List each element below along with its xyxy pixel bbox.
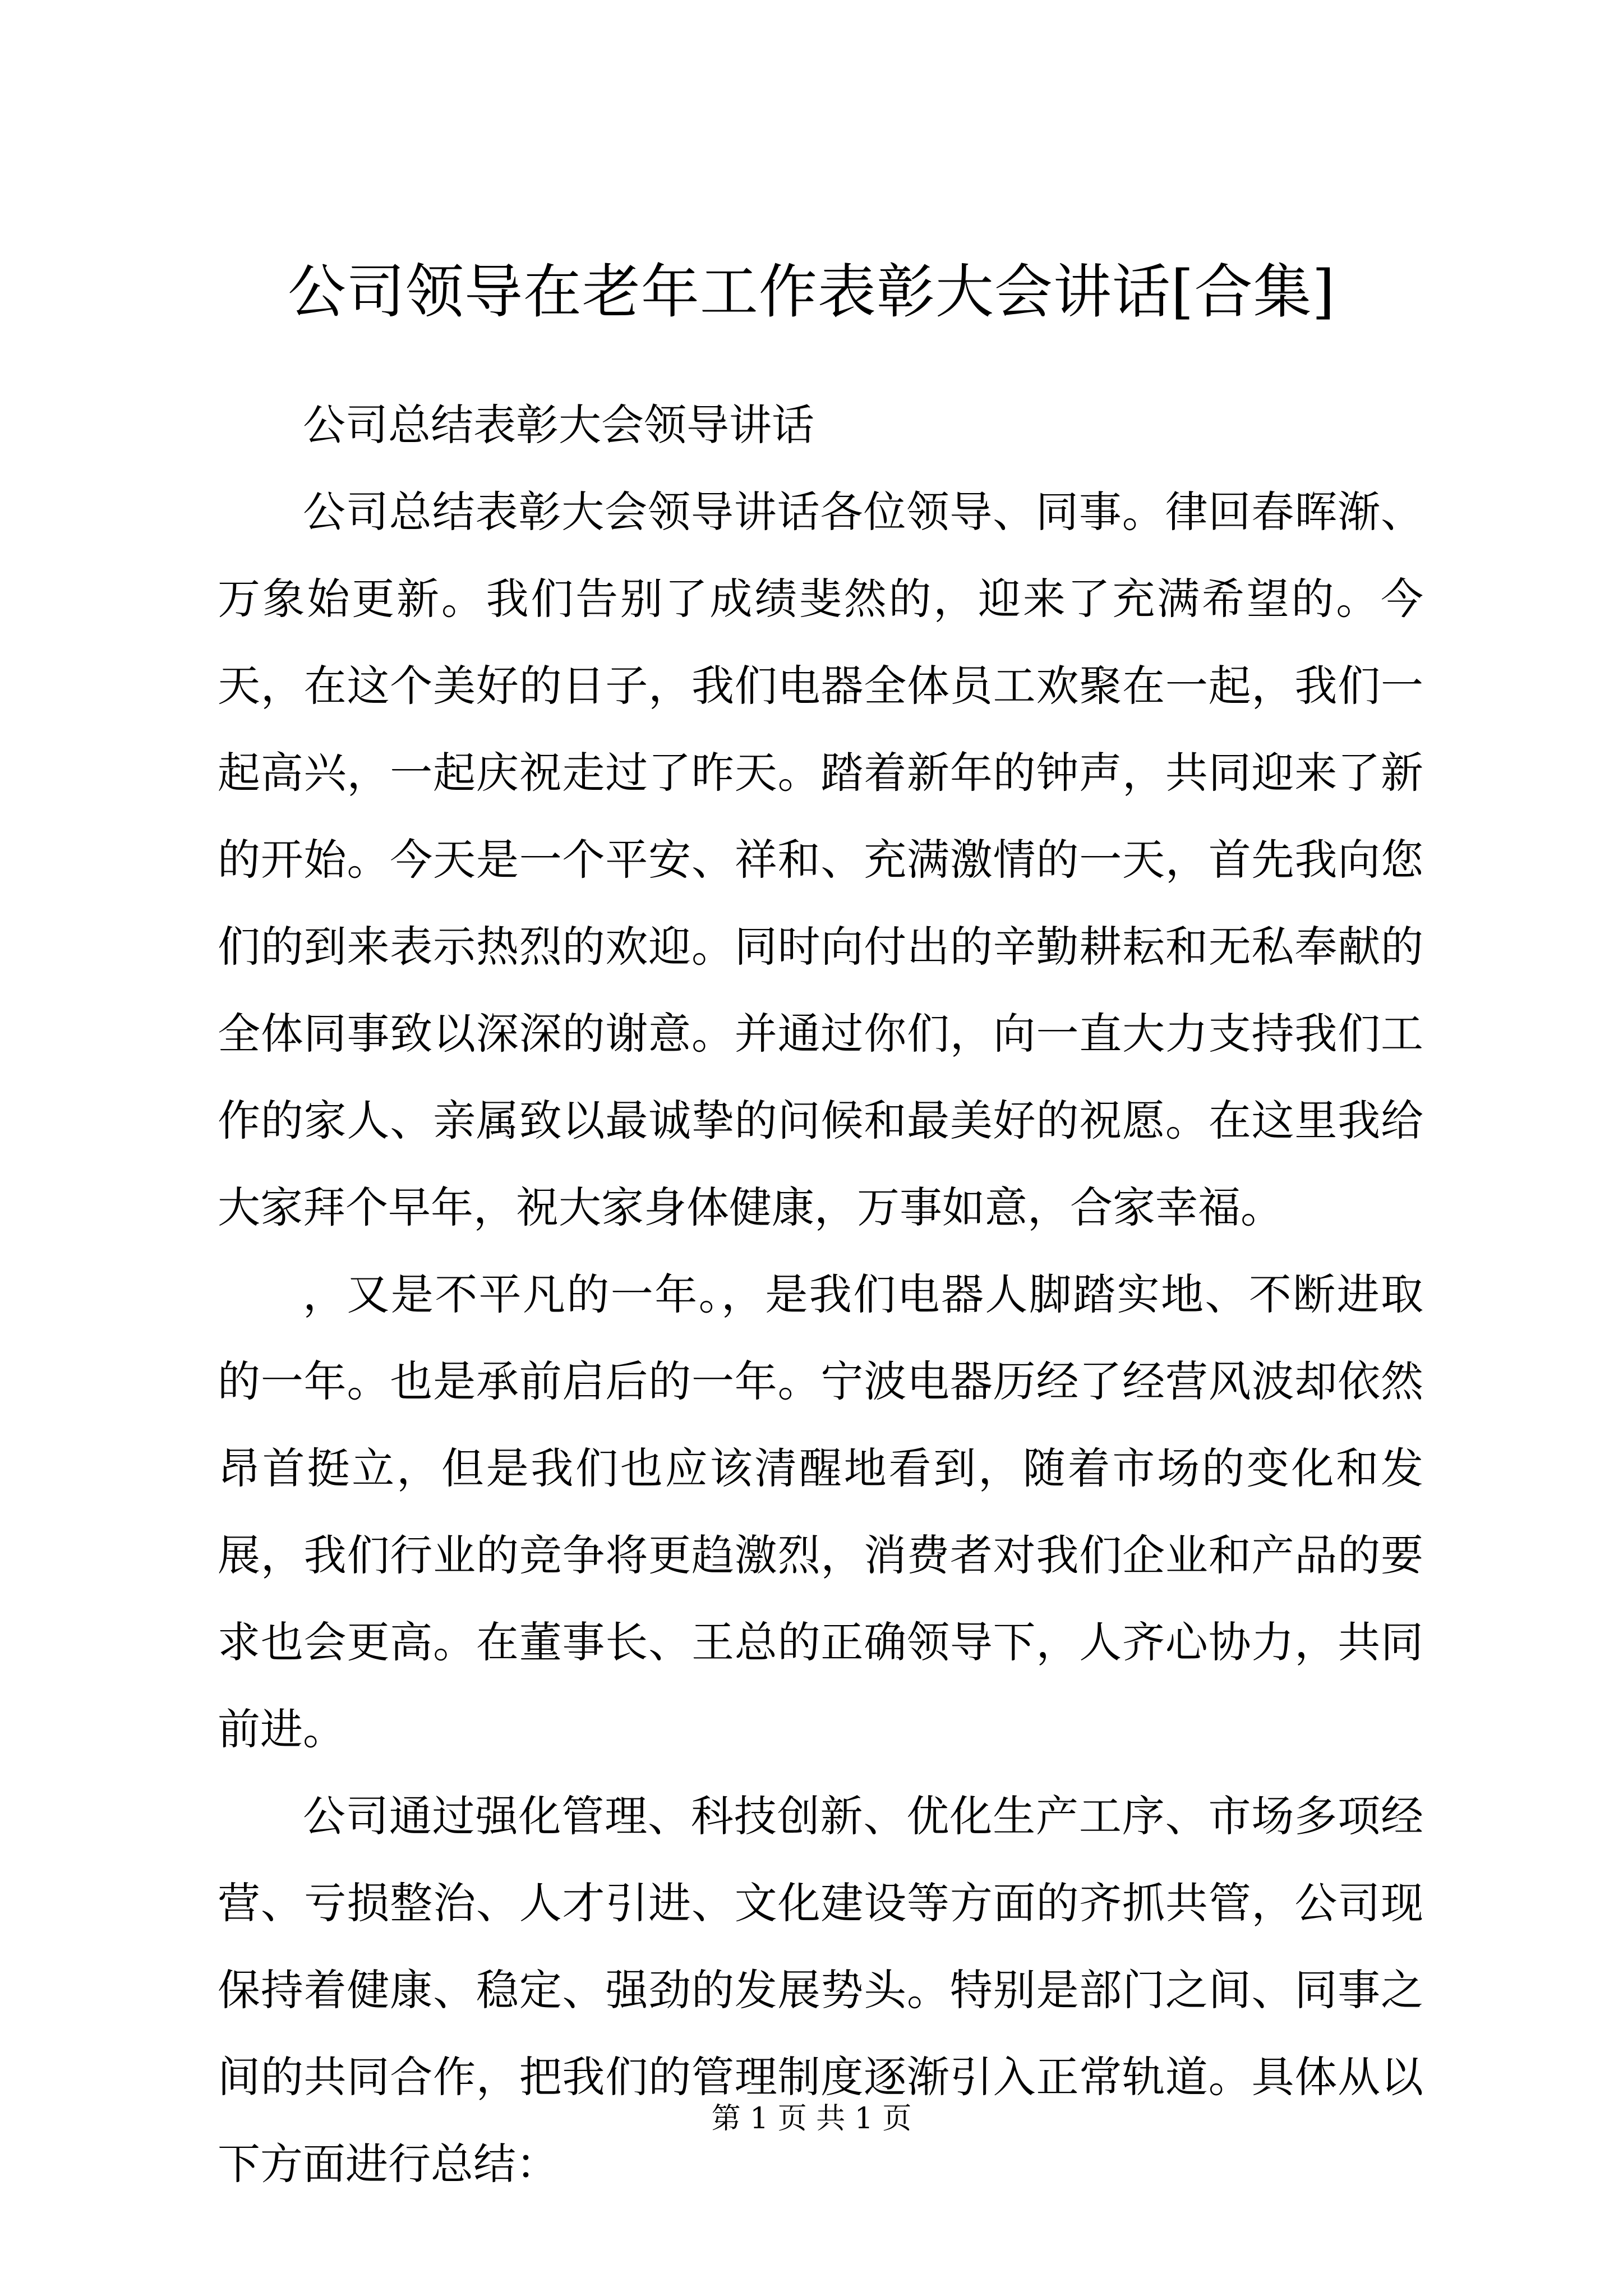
body-paragraph: 公司通过强化管理、科技创新、优化生产工序、市场多项经营、亏损整治、人才引进、文化建设等方面的齐抓共管，公司现保持着健康、稳定、强劲的发展势头。特别是部门之间、同事之间的共同合作，把我们的管理制度逐渐引入正常轨道。具体从以下方面进行总结： [218, 1791, 1423, 2189]
body-paragraph: 公司总结表彰大会领导讲话各位领导、同事。律回春晖渐、万象始更新。我们告别了成绩斐然的，迎来了充满希望的。今天，在这个美好的日子，我们电器全体员工欢聚在一起，我们一起高兴，一起庆祝走过了昨天。踏着新年的钟声，共同迎来了新的开始。今天是一个平安、祥和、充满激情的一天，首先我向您们的到来表示热烈的欢迎。同时向付出的辛勤耕耘和无私奉献的全体同事致以深深的谢意。并通过你们，向一直大力支持我们工作的家人、亲属致以最诚挚的问候和最美好的祝愿。在这里我给大家拜个早年，祝大家身体健康，万事如意，合家幸福。 [218, 487, 1423, 1232]
body-paragraph: ，又是不平凡的一年。，是我们电器人脚踏实地、不断进取的一年。也是承前启后的一年。宁波电器历经了经营风波却依然昂首挺立，但是我们也应该清醒地看到，随着市场的变化和发展，我们行业的竞争将更趋激烈，消费者对我们企业和产品的要求也会更高。在董事长、王总的正确领导下，人齐心协力，共同前进。 [218, 1269, 1423, 1754]
document-title: 公司领导在老年工作表彰大会讲话[合集] [287, 257, 1336, 326]
page-footer: 第 1 页 共 1 页 [711, 2102, 912, 2136]
document-body [218, 381, 1423, 2207]
subtitle-paragraph: 公司总结表彰大会领导讲话 [303, 400, 814, 450]
